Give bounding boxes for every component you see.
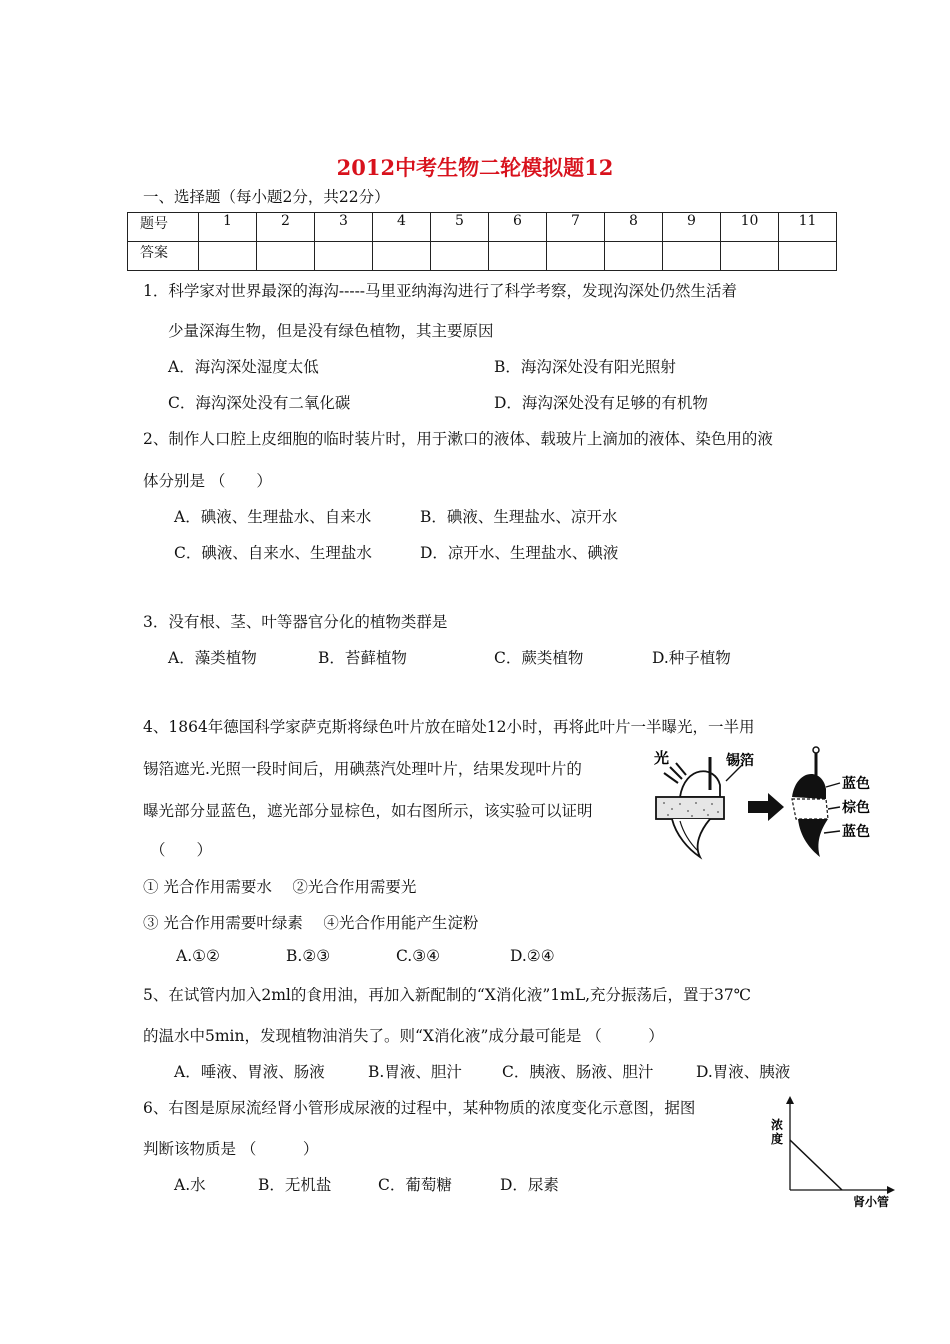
question-5-option-a: A．唾液、胃液、肠液 <box>174 1063 325 1081</box>
question-1-stem-cont: 少量深海生物，但是没有绿色植物，其主要原因 <box>168 322 494 340</box>
question-3-stem: 3．没有根、茎、叶等器官分化的植物类群是 <box>143 613 448 631</box>
y-axis-label-2: 度 <box>771 1132 784 1146</box>
question-3-option-d: D.种子植物 <box>652 649 731 667</box>
answer-cell[interactable] <box>199 242 257 271</box>
question-4-option-b: B.②③ <box>286 947 331 965</box>
answer-cell[interactable] <box>257 242 315 271</box>
question-6-option-a: A.水 <box>174 1176 206 1194</box>
question-4-stem-cont2: 曝光部分显蓝色，遮光部分显棕色，如右图所示，该实验可以证明 <box>143 802 593 820</box>
question-6-stem-cont: 判断该物质是 （ ） <box>143 1140 319 1158</box>
question-5-stem-cont: 的温水中5min，发现植物油消失了。则“X消化液”成分最可能是 （ ） <box>143 1027 664 1045</box>
question-3-option-b: B．苔藓植物 <box>318 649 407 667</box>
table-header-label: 答案 <box>128 242 199 271</box>
answer-cell[interactable] <box>779 242 837 271</box>
table-cell: 5 <box>431 213 489 242</box>
question-2-option-a: A．碘液、生理盐水、自来水 <box>174 508 372 526</box>
table-cell: 4 <box>373 213 431 242</box>
foil-label: 锡箔 <box>726 752 754 768</box>
question-1-stem: 1．科学家对世界最深的海沟-----马里亚纳海沟进行了科学考察，发现沟深处仍然生活着 <box>143 282 738 300</box>
concentration-graph-svg <box>765 1092 900 1212</box>
answer-cell[interactable] <box>373 242 431 271</box>
question-4-statements-2: ③ 光合作用需要叶绿素 ④光合作用能产生淀粉 <box>143 914 479 932</box>
answer-cell[interactable] <box>721 242 779 271</box>
answer-cell[interactable] <box>605 242 663 271</box>
question-1-option-a: A．海沟深处湿度太低 <box>168 358 319 376</box>
answer-cell[interactable] <box>489 242 547 271</box>
table-cell: 3 <box>315 213 373 242</box>
question-1-option-d: D．海沟深处没有足够的有机物 <box>494 394 708 412</box>
section-heading: 一、选择题（每小题2分，共22分） <box>143 188 390 206</box>
table-cell: 9 <box>663 213 721 242</box>
question-4-stem: 4、1864年德国科学家萨克斯将绿色叶片放在暗处12小时，再将此叶片一半曝光，一半用 <box>143 718 755 736</box>
question-4-bracket: （ ） <box>150 841 213 859</box>
light-label: 光 <box>654 750 670 767</box>
question-2-option-c: C．碘液、自来水、生理盐水 <box>174 544 372 562</box>
question-6-stem: 6、右图是原尿流经肾小管形成尿液的过程中，某种物质的浓度变化示意图，据图 <box>143 1099 696 1117</box>
table-cell: 6 <box>489 213 547 242</box>
question-5-option-d: D.胃液、胰液 <box>696 1063 791 1081</box>
page-title: 2012中考生物二轮模拟题12 <box>336 155 614 180</box>
question-1-option-b: B．海沟深处没有阳光照射 <box>494 358 676 376</box>
question-2-stem-cont: 体分别是 （ ） <box>143 472 272 490</box>
answer-cell[interactable] <box>315 242 373 271</box>
table-cell: 8 <box>605 213 663 242</box>
table-cell: 1 <box>199 213 257 242</box>
question-5-option-c: C．胰液、肠液、胆汁 <box>502 1063 654 1081</box>
table-cell: 2 <box>257 213 315 242</box>
blue-label-top: 蓝色 <box>842 775 870 791</box>
answer-cell[interactable] <box>431 242 489 271</box>
table-row <box>128 242 837 271</box>
answer-table <box>127 212 837 271</box>
table-row <box>128 213 837 242</box>
question-4-option-c: C.③④ <box>396 947 441 965</box>
question-2-stem: 2、制作人口腔上皮细胞的临时装片时，用于漱口的液体、载玻片上滴加的液体、染色用的液 <box>143 430 773 448</box>
question-4-option-d: D.②④ <box>510 947 555 965</box>
table-cell: 10 <box>721 213 779 242</box>
table-header-label: 题号 <box>128 213 199 242</box>
leaf-experiment-figure <box>650 745 880 860</box>
y-axis-label-1: 浓 <box>771 1118 784 1132</box>
x-axis-label: 肾小管 <box>853 1195 890 1209</box>
question-2-option-b: B．碘液、生理盐水、凉开水 <box>420 508 618 526</box>
blue-label-bottom: 蓝色 <box>842 823 870 839</box>
brown-label: 棕色 <box>842 799 870 815</box>
question-1-option-c: C．海沟深处没有二氧化碳 <box>168 394 351 412</box>
answer-cell[interactable] <box>547 242 605 271</box>
question-3-option-a: A．藻类植物 <box>168 649 257 667</box>
table-cell: 11 <box>779 213 837 242</box>
question-6-option-c: C．葡萄糖 <box>378 1176 452 1194</box>
concentration-graph <box>765 1092 900 1212</box>
question-6-option-b: B．无机盐 <box>258 1176 332 1194</box>
question-4-option-a: A.①② <box>176 947 220 965</box>
table-cell: 7 <box>547 213 605 242</box>
question-6-option-d: D．尿素 <box>500 1176 559 1194</box>
question-4-statements-1: ① 光合作用需要水 ②光合作用需要光 <box>143 878 417 896</box>
answer-cell[interactable] <box>663 242 721 271</box>
question-5-option-b: B.胃液、胆汁 <box>368 1063 462 1081</box>
question-2-option-d: D．凉开水、生理盐水、碘液 <box>420 544 619 562</box>
question-3-option-c: C．蕨类植物 <box>494 649 584 667</box>
question-5-stem: 5、在试管内加入2ml的食用油，再加入新配制的“X消化液”1mL,充分振荡后，置于37℃ <box>143 986 752 1004</box>
question-4-stem-cont: 锡箔遮光.光照一段时间后，用碘蒸汽处理叶片，结果发现叶片的 <box>143 760 582 778</box>
leaf-experiment-svg <box>650 745 880 860</box>
